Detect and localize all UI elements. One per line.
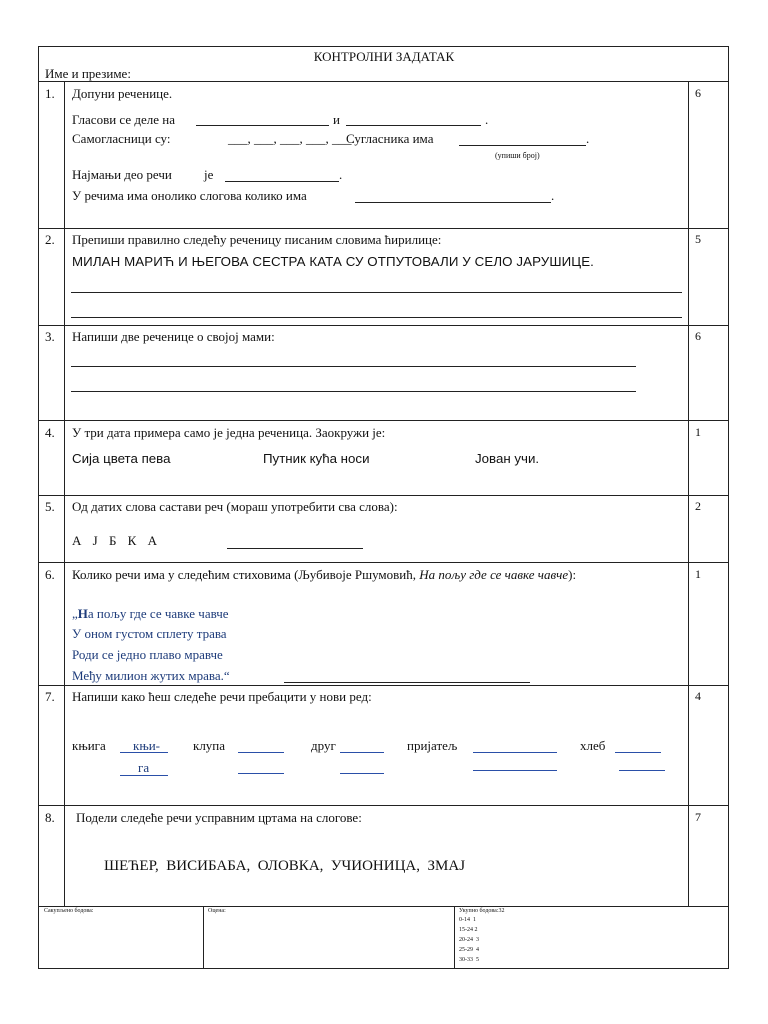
row-divider	[38, 325, 729, 326]
task-instruction: Напиши две реченице о својој мами:	[72, 329, 275, 344]
answer-blank[interactable]	[459, 145, 586, 146]
task-instruction: Од датих слова састави реч (мораш употребити сва слова):	[72, 499, 398, 514]
task-points: 5	[695, 232, 701, 246]
word: књига	[72, 738, 106, 753]
sentence-text: У речима има онолико слогова колико има	[72, 188, 307, 203]
poem-title: На пољу где се чавке чавче	[419, 567, 569, 582]
table-border-bottom	[38, 968, 729, 969]
task-number: 6.	[45, 567, 55, 582]
answer-blank[interactable]	[355, 202, 551, 203]
task-number: 3.	[45, 329, 55, 344]
grade-scale-row: 15-24 2	[459, 927, 478, 933]
task-instruction: Подели следеће речи усправним цртама на слогове:	[76, 810, 362, 825]
column-divider	[64, 81, 65, 906]
row-divider	[38, 906, 729, 907]
syllable-words: ШЕЋЕР, ВИСИБАБА, ОЛОВКА, УЧИОНИЦА, ЗМАЈ	[104, 858, 466, 874]
footer-collected-points: Сакупљено бодова:	[44, 908, 94, 914]
task-instruction: Допуни реченице.	[72, 86, 173, 101]
sentence-text: Сугласника има	[346, 131, 434, 146]
sentence-text: .	[485, 112, 489, 127]
poem-text: а пољу где се чавке чавче	[87, 606, 229, 621]
table-border-left	[38, 46, 39, 969]
writing-line[interactable]	[71, 391, 636, 392]
example-option[interactable]: Сија цвета пева	[72, 451, 171, 466]
table-border-top	[38, 46, 729, 47]
task-number: 2.	[45, 232, 55, 247]
word: хлеб	[580, 738, 606, 753]
poem-line	[72, 606, 229, 622]
row-divider	[38, 685, 729, 686]
footer-divider	[203, 906, 204, 968]
sentence-text: и	[333, 112, 340, 127]
sentence-text: Најмањи део речи	[72, 167, 172, 182]
answer-blank[interactable]	[238, 752, 284, 753]
row-divider	[38, 81, 729, 82]
answer-blank[interactable]	[227, 548, 363, 549]
grade-scale-row: 30-33 5	[459, 957, 479, 963]
poem-quote: „	[72, 606, 78, 621]
writing-line[interactable]	[71, 366, 636, 367]
task-points: 2	[695, 499, 701, 513]
sentence-text: је	[204, 167, 214, 182]
answer-blank[interactable]	[196, 125, 329, 126]
answer-blank[interactable]	[238, 773, 284, 774]
word: клупа	[193, 738, 226, 753]
word: друг	[311, 738, 336, 753]
word: пријатељ	[407, 738, 458, 753]
sentence-text: .	[586, 131, 590, 146]
task-number: 4.	[45, 425, 55, 440]
letters: А Ј Б К А	[72, 533, 160, 548]
column-divider	[688, 81, 689, 906]
row-divider	[38, 228, 729, 229]
example-option[interactable]: Јован учи.	[475, 451, 540, 466]
name-label: Име и презиме:	[45, 66, 131, 81]
poem-line: Међу милион жутих мрава.“	[72, 668, 230, 683]
answer-blank[interactable]	[284, 682, 530, 683]
task-points: 4	[695, 689, 701, 703]
row-divider	[38, 495, 729, 496]
task-number: 5.	[45, 499, 55, 514]
grade-scale-row: 25-29 4	[459, 947, 479, 953]
sentence-to-copy: МИЛАН МАРИЋ И ЊЕГОВА СЕСТРА КАТА СУ ОТПУТОВАЛИ У СЕЛО ЈАРУШИЦЕ.	[72, 254, 594, 269]
poem-line: У оном густом сплету трава	[72, 626, 227, 641]
task-instruction: Напиши како ћеш следеће речи пребацити у нови ред:	[72, 689, 372, 704]
table-border-right	[728, 46, 729, 969]
answer-blank[interactable]	[340, 773, 384, 774]
answer-blank[interactable]	[619, 770, 665, 771]
task-instruction	[72, 567, 576, 583]
row-divider	[38, 420, 729, 421]
grade-scale-row: 20-24 3	[459, 937, 479, 943]
sentence-text: Самогласници су:	[72, 131, 171, 146]
instruction-text: Колико речи има у следећим стиховима (Љубивоје Ршумовић,	[72, 567, 416, 582]
sentence-text: Гласови се деле на	[72, 112, 175, 127]
example-answer: књи-	[133, 738, 161, 753]
task-points: 6	[695, 86, 701, 100]
row-divider	[38, 805, 729, 806]
task-number: 7.	[45, 689, 55, 704]
task-instruction: У три дата примера само је једна реченица. Заокружи је:	[72, 425, 386, 440]
task-points: 7	[695, 810, 701, 824]
answer-blank[interactable]	[473, 752, 557, 753]
poem-line: Роди се једно плаво мравче	[72, 647, 223, 662]
example-option[interactable]: Путник кућа носи	[263, 451, 370, 466]
answer-blank[interactable]	[225, 181, 339, 182]
task-instruction: Препиши правилно следећу реченицу писаним словима ћирилице:	[72, 232, 442, 247]
answer-blank[interactable]	[340, 752, 384, 753]
writing-line[interactable]	[71, 317, 682, 318]
footer-divider	[454, 906, 455, 968]
poem-initial: Н	[77, 606, 88, 621]
task-points: 1	[695, 425, 701, 439]
answer-blank[interactable]	[120, 775, 168, 776]
vowel-blanks[interactable]: ___, ___, ___, ___, ___.	[228, 131, 355, 146]
task-points: 6	[695, 329, 701, 343]
grade-scale-row: 0-14 1	[459, 917, 476, 923]
answer-blank[interactable]	[346, 125, 481, 126]
page-title: КОНТРОЛНИ ЗАДАТАК	[313, 49, 455, 64]
example-answer: га	[138, 760, 150, 775]
answer-blank[interactable]	[615, 752, 661, 753]
footer-grade: Оцена:	[208, 908, 226, 914]
sentence-text: .	[339, 167, 343, 182]
footer-total-points: Укупно бодова:32	[459, 908, 505, 914]
sentence-text: .	[551, 188, 555, 203]
hint-text: (упиши број)	[495, 151, 540, 160]
answer-blank[interactable]	[120, 752, 168, 753]
task-number: 1.	[45, 86, 55, 101]
answer-blank[interactable]	[473, 770, 557, 771]
task-points: 1	[695, 567, 701, 581]
task-number: 8.	[45, 810, 55, 825]
row-divider	[38, 562, 729, 563]
instruction-text: ):	[568, 567, 577, 582]
writing-line[interactable]	[71, 292, 682, 293]
